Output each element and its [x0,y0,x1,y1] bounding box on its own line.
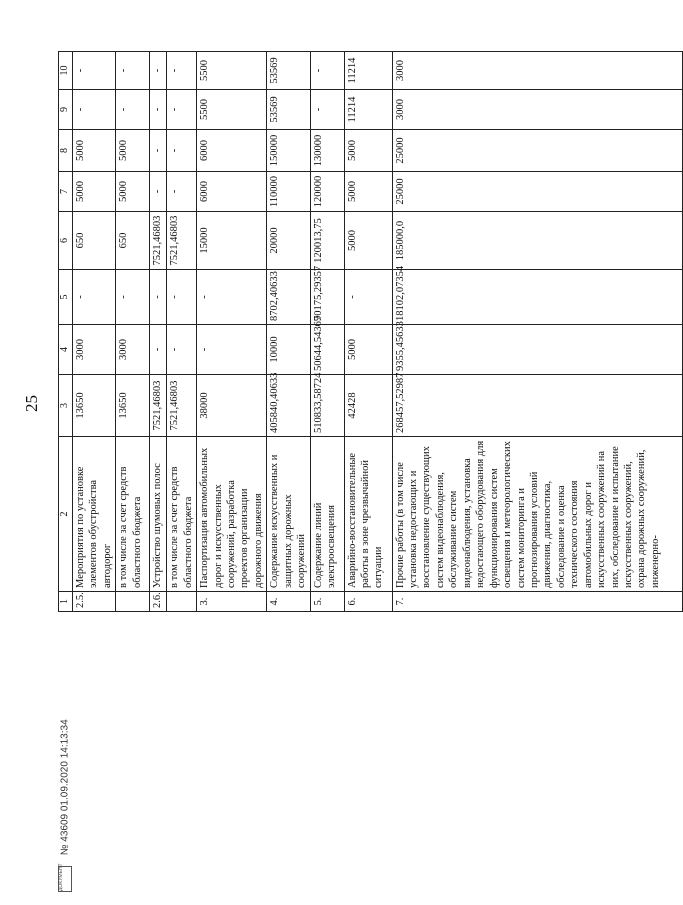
value-cell: - [150,270,167,325]
table-row [150,52,167,612]
table-row [392,52,682,612]
value-cell: 7521,46803 [167,212,197,270]
value-cell: 5000 [344,130,392,172]
table-row [344,52,392,612]
value-cell: 3000 [72,325,115,375]
header-cell: 1 [59,592,73,612]
header-cell: 5 [59,270,73,325]
value-cell: 20000 [267,212,310,270]
value-cell: 13650 [72,375,115,437]
value-cell: 8702,40633 [267,270,310,325]
header-cell: 3 [59,375,73,437]
value-cell: - [167,325,197,375]
page-number: 25 [22,395,41,412]
value-cell: 110000 [267,172,310,212]
value-cell: - [310,52,344,90]
budget-table [58,51,683,612]
value-cell: 5000 [344,325,392,375]
value-cell: 5000 [116,172,150,212]
value-cell: 25000 [392,172,682,212]
value-cell: - [167,130,197,172]
value-cell: 5000 [72,130,115,172]
row-number-cell [167,592,197,612]
value-cell: 120013,75 [310,212,344,270]
description-cell: в том числе за счет средств областного бюджета [167,437,197,592]
row-number-cell: 3. [197,592,267,612]
value-cell: - [116,90,150,130]
rotated-table-container [58,52,661,612]
row-number-cell: 7. [392,592,682,612]
value-cell: 11214 [344,90,392,130]
value-cell: - [197,270,267,325]
value-cell: 120000 [310,172,344,212]
value-cell: 90175,29357 [310,270,344,325]
description-cell: Паспортизация автомобильных дорог и искусственных сооружений, разработка проектов организации дорожного движения [197,437,267,592]
value-cell: 6000 [197,130,267,172]
description-cell: Содержание линий электроосвещения [310,437,344,592]
description-cell: Мероприятия по установке элементов обустройства автодорог [72,437,115,592]
table-row [267,52,310,612]
value-cell: - [150,325,167,375]
value-cell: - [150,90,167,130]
value-cell: 11214 [344,52,392,90]
description-cell: Аварийно-восстановительные работы в зоне чрезвычайной ситуации [344,437,392,592]
table-row [310,52,344,612]
value-cell: - [167,90,197,130]
value-cell: 25000 [392,130,682,172]
table-row [197,52,267,612]
value-cell: 53569 [267,90,310,130]
value-cell: 10000 [267,325,310,375]
value-cell: 5000 [116,130,150,172]
description-cell: Прочие работы (в том числе установка недостающих и восстановление существующих систем видеонаблюдения, обслуживание систем видеонаблюдения, установка недостающего оборудования для функционирования систем освещения и метеорологических систем мониторинга и прогнозирования условий движения, диагностика, обследование и оценка технического состояния автомобильных дорог и искусственных сооружений на них, обследование и испытание искусственных сооружений, охрана дорожных сооружений, инженерно- [392,437,682,592]
value-cell: 185000,0 [392,212,682,270]
header-cell: 4 [59,325,73,375]
row-number-cell: 5. [310,592,344,612]
value-cell: - [72,270,115,325]
value-cell: - [167,270,197,325]
value-cell: 3000 [392,90,682,130]
value-cell: - [150,172,167,212]
value-cell: - [72,90,115,130]
description-cell: Устройство шумовых полос [150,437,167,592]
table-row [167,52,197,612]
value-cell: - [167,52,197,90]
row-number-cell: 4. [267,592,310,612]
row-number-cell [116,592,150,612]
value-cell: - [344,270,392,325]
value-cell: 510833,58724 [310,375,344,437]
value-cell: 6000 [197,172,267,212]
value-cell: 3000 [116,325,150,375]
row-number-cell: 2.5. [72,592,115,612]
value-cell: 5500 [197,52,267,90]
value-cell: 405840,40633 [267,375,310,437]
value-cell: - [167,172,197,212]
header-row [59,52,73,612]
value-cell: 150000 [267,130,310,172]
value-cell: 268457,52987 [392,375,682,437]
table-row [116,52,150,612]
value-cell: 50644,54367 [310,325,344,375]
value-cell: - [72,52,115,90]
value-cell: 650 [72,212,115,270]
value-cell: 650 [116,212,150,270]
document-footer [58,719,72,892]
value-cell: 5000 [344,172,392,212]
header-cell: 2 [59,437,73,592]
value-cell: 3000 [392,52,682,90]
value-cell: 18102,07354 [392,270,682,325]
value-cell: 42428 [344,375,392,437]
header-cell: 8 [59,130,73,172]
row-number-cell: 6. [344,592,392,612]
value-cell: 7521,46803 [150,212,167,270]
header-cell: 7 [59,172,73,212]
table-row [72,52,115,612]
description-cell: в том числе за счет средств областного бюджета [116,437,150,592]
value-cell: 130000 [310,130,344,172]
value-cell: 53569 [267,52,310,90]
header-cell: 6 [59,212,73,270]
value-cell: 15000 [197,212,267,270]
document-stamp: ДОКУМЕНТ [58,866,72,892]
value-cell: 9355,45633 [392,325,682,375]
value-cell: - [116,52,150,90]
header-cell: 10 [59,52,73,90]
header-cell: 9 [59,90,73,130]
value-cell: - [150,52,167,90]
value-cell: 5500 [197,90,267,130]
value-cell: - [310,90,344,130]
value-cell: - [116,270,150,325]
value-cell: 13650 [116,375,150,437]
value-cell: 5000 [344,212,392,270]
description-cell: Содержание искусственных и защитных дорожных сооружений [267,437,310,592]
value-cell: - [150,130,167,172]
value-cell: 7521,46803 [167,375,197,437]
value-cell: 38000 [197,375,267,437]
row-number-cell: 2.6. [150,592,167,612]
value-cell: 5000 [72,172,115,212]
value-cell: 7521,46803 [150,375,167,437]
value-cell: - [197,325,267,375]
registration-number: № 43609 01.09.2020 14:13:34 [59,719,71,856]
